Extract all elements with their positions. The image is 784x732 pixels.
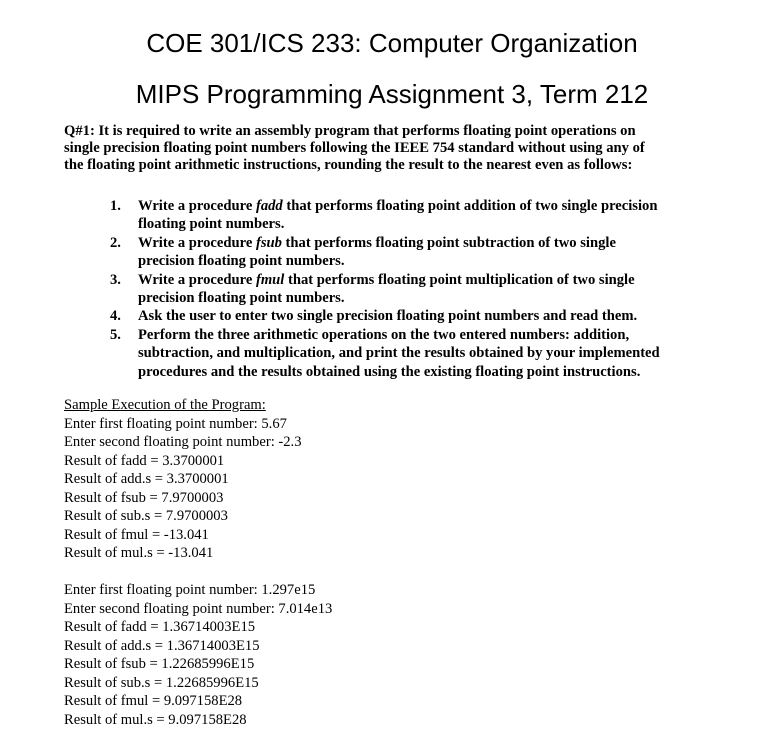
task-line: precision floating point numbers. bbox=[138, 290, 345, 307]
task-line: Write a procedure fadd that performs floating point addition of two single precision bbox=[138, 198, 658, 214]
task-line: procedures and the results obtained using the existing floating point instructions. bbox=[138, 363, 641, 380]
task-line: precision floating point numbers. bbox=[138, 253, 345, 270]
output-line: Result of sub.s = 1.22685996E15 bbox=[64, 674, 259, 691]
task-number: 1. bbox=[110, 198, 121, 214]
task-item bbox=[110, 197, 720, 234]
task-item bbox=[110, 326, 720, 381]
procedure-name: fmul bbox=[255, 271, 285, 288]
task-line: Write a procedure fmul that performs floating point multiplication of two single bbox=[138, 271, 635, 288]
task-number: 2. bbox=[110, 234, 121, 251]
question-line: Q#1: It is required to write an assembly program that performs floating point operations on bbox=[64, 123, 636, 139]
output-line: Result of fmul = -13.041 bbox=[64, 526, 209, 543]
blank-line bbox=[64, 563, 332, 582]
task-item bbox=[110, 307, 720, 325]
output-line: Result of fsub = 7.9700003 bbox=[64, 489, 224, 506]
question-line: single precision floating point numbers following the IEEE 754 standard without using any of bbox=[64, 140, 645, 156]
output-line: Result of fadd = 3.3700001 bbox=[64, 452, 225, 469]
procedure-name: fsub bbox=[255, 234, 282, 251]
task-number: 3. bbox=[110, 271, 121, 288]
task-number: 4. bbox=[110, 308, 121, 325]
output-line: Result of fadd = 1.36714003E15 bbox=[64, 619, 256, 635]
output-line: Enter second floating point number: -2.3 bbox=[64, 434, 302, 450]
output-line: Result of add.s = 3.3700001 bbox=[64, 471, 229, 487]
task-number: 5. bbox=[110, 326, 121, 343]
question-text bbox=[64, 123, 714, 174]
task-line: subtraction, and multiplication, and print the results obtained by your implemented bbox=[138, 345, 660, 362]
task-line: Perform the three arithmetic operations on the two entered numbers: addition, bbox=[138, 326, 630, 343]
question-line: the floating point arithmetic instructions, rounding the result to the nearest even as follows: bbox=[64, 157, 633, 173]
task-line: floating point numbers. bbox=[138, 216, 285, 233]
task-list bbox=[110, 197, 720, 381]
output-line: Result of add.s = 1.36714003E15 bbox=[64, 637, 260, 654]
output-line: Result of mul.s = 9.097158E28 bbox=[64, 711, 247, 728]
sample-execution bbox=[64, 396, 332, 729]
task-item bbox=[110, 271, 720, 308]
task-line: Write a procedure fsub that performs floating point subtraction of two single bbox=[138, 234, 616, 251]
course-title: COE 301/ICS 233: Computer Organization bbox=[146, 28, 638, 58]
sample-heading: Sample Execution of the Program: bbox=[64, 397, 266, 413]
output-line: Result of sub.s = 7.9700003 bbox=[64, 508, 228, 524]
output-line: Enter second floating point number: 7.014e13 bbox=[64, 600, 333, 617]
output-line: Enter first floating point number: 1.297e15 bbox=[64, 582, 316, 598]
procedure-name: fadd bbox=[255, 198, 283, 214]
output-line: Result of fsub = 1.22685996E15 bbox=[64, 656, 255, 672]
output-line: Result of fmul = 9.097158E28 bbox=[64, 693, 243, 709]
output-line: Enter first floating point number: 5.67 bbox=[64, 415, 287, 432]
assignment-title: MIPS Programming Assignment 3, Term 212 bbox=[135, 79, 649, 109]
task-item bbox=[110, 234, 720, 271]
task-line: Ask the user to enter two single precision floating point numbers and read them. bbox=[138, 308, 638, 325]
output-line: Result of mul.s = -13.041 bbox=[64, 545, 214, 561]
